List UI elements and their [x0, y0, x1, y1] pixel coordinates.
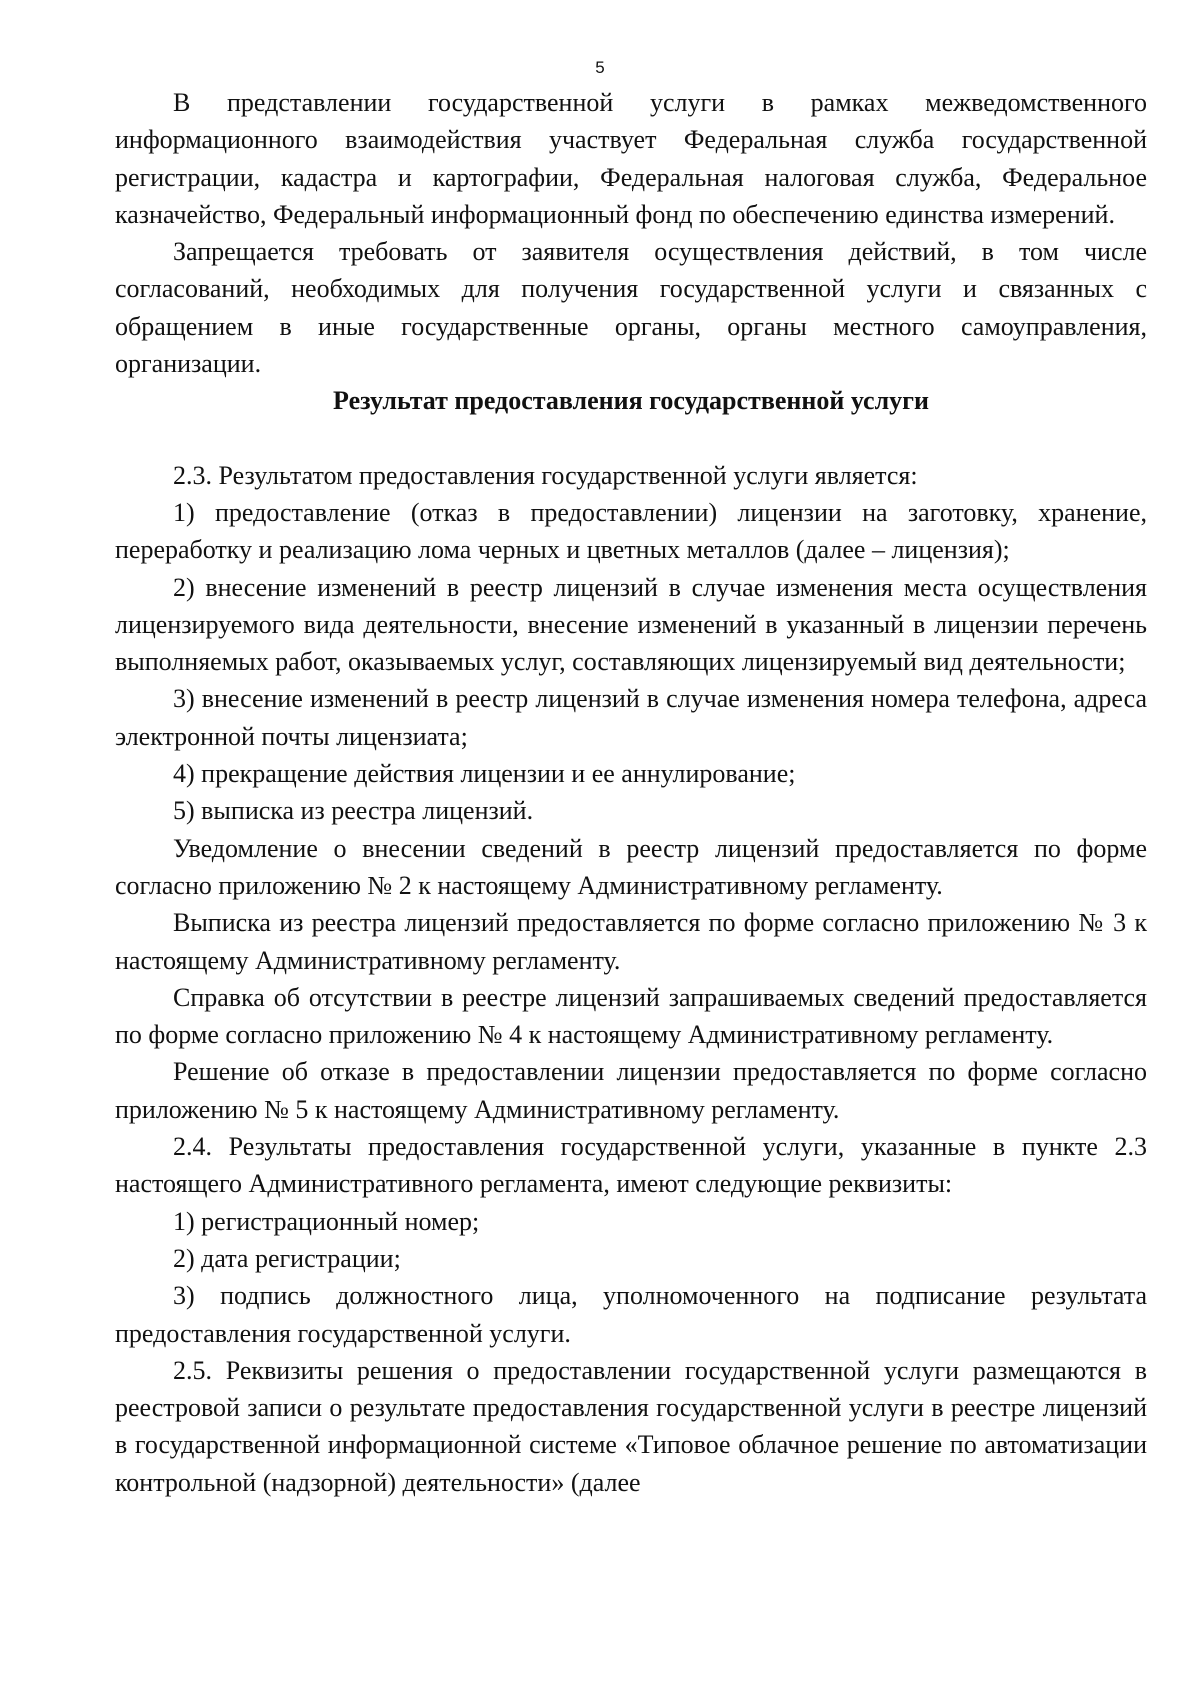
- paragraph-extract-form: Выписка из реестра лицензий предоставляется по форме согласно приложению № 3 к настоящему Административному регламенту.: [115, 908, 1147, 975]
- list-item-2-4-2: 2) дата регистрации;: [173, 1243, 401, 1273]
- paragraph-prohibition: Запрещается требовать от заявителя осуществления действий, в том числе согласований, необходимых для получения государственной услуги и связанных с обращением в иные государственные органы, органы местного самоуправления, организации.: [115, 237, 1147, 379]
- list-item-2-4-1: 1) регистрационный номер;: [173, 1206, 480, 1236]
- list-item-2-3-2: 2) внесение изменений в реестр лицензий в случае изменения места осуществления лицензируемого вида деятельности, внесение изменений в указанный в лицензии перечень выполняемых работ, оказываемых услуг, составляющих лицензируемый вид деятельности;: [115, 572, 1147, 677]
- list-item-2-3-4: 4) прекращение действия лицензии и ее аннулирование;: [173, 759, 796, 789]
- page-number: 5: [595, 58, 605, 77]
- paragraph-2-4: 2.4. Результаты предоставления государственной услуги, указанные в пункте 2.3 настоящего Административного регламента, имеют следующие реквизиты:: [115, 1132, 1147, 1199]
- paragraph-certificate-form: Справка об отсутствии в реестре лицензий запрашиваемых сведений предоставляется по форме согласно приложению № 4 к настоящему Административному регламенту.: [115, 982, 1147, 1050]
- list-item-2-4-3: 3) подпись должностного лица, уполномоченного на подписание результата предоставления государственной услуги.: [115, 1281, 1147, 1348]
- paragraph-notification-form: Уведомление о внесении сведений в реестр лицензий предоставляется по форме согласно приложению № 2 к настоящему Административному регламенту.: [115, 833, 1147, 900]
- paragraph-interagency-interaction: В представлении государственной услуги в рамках межведомственного информационного взаимодействия участвует Федеральная служба государственной регистрации, кадастра и картографии, Федеральная налоговая служба, Федеральное казначейство, Федеральный информационный фонд по обеспечению единства измерений.: [115, 88, 1147, 229]
- document-body: [115, 84, 1147, 1501]
- paragraph-2-3: 2.3. Результатом предоставления государственной услуги является:: [173, 460, 918, 490]
- list-item-2-3-1: 1) предоставление (отказ в предоставлении) лицензии на заготовку, хранение, переработку и реализацию лома черных и цветных металлов (далее – лицензия);: [115, 497, 1147, 565]
- list-item-2-3-3: 3) внесение изменений в реестр лицензий в случае изменения номера телефона, адреса электронной почты лицензиата;: [115, 684, 1147, 751]
- paragraph-2-5: 2.5. Реквизиты решения о предоставлении государственной услуги размещаются в реестровой записи о результате предоставления государственной услуги в реестре лицензий в государственной информационной системе «Типовое облачное решение по автоматизации контрольной (надзорной) деятельности» (далее: [115, 1355, 1147, 1497]
- paragraph-refusal-form: Решение об отказе в предоставлении лицензии предоставляется по форме согласно приложению № 5 к настоящему Административному регламенту.: [115, 1057, 1147, 1124]
- list-item-2-3-5: 5) выписка из реестра лицензий.: [173, 796, 534, 826]
- section-heading-result: Результат предоставления государственной услуги: [333, 386, 929, 416]
